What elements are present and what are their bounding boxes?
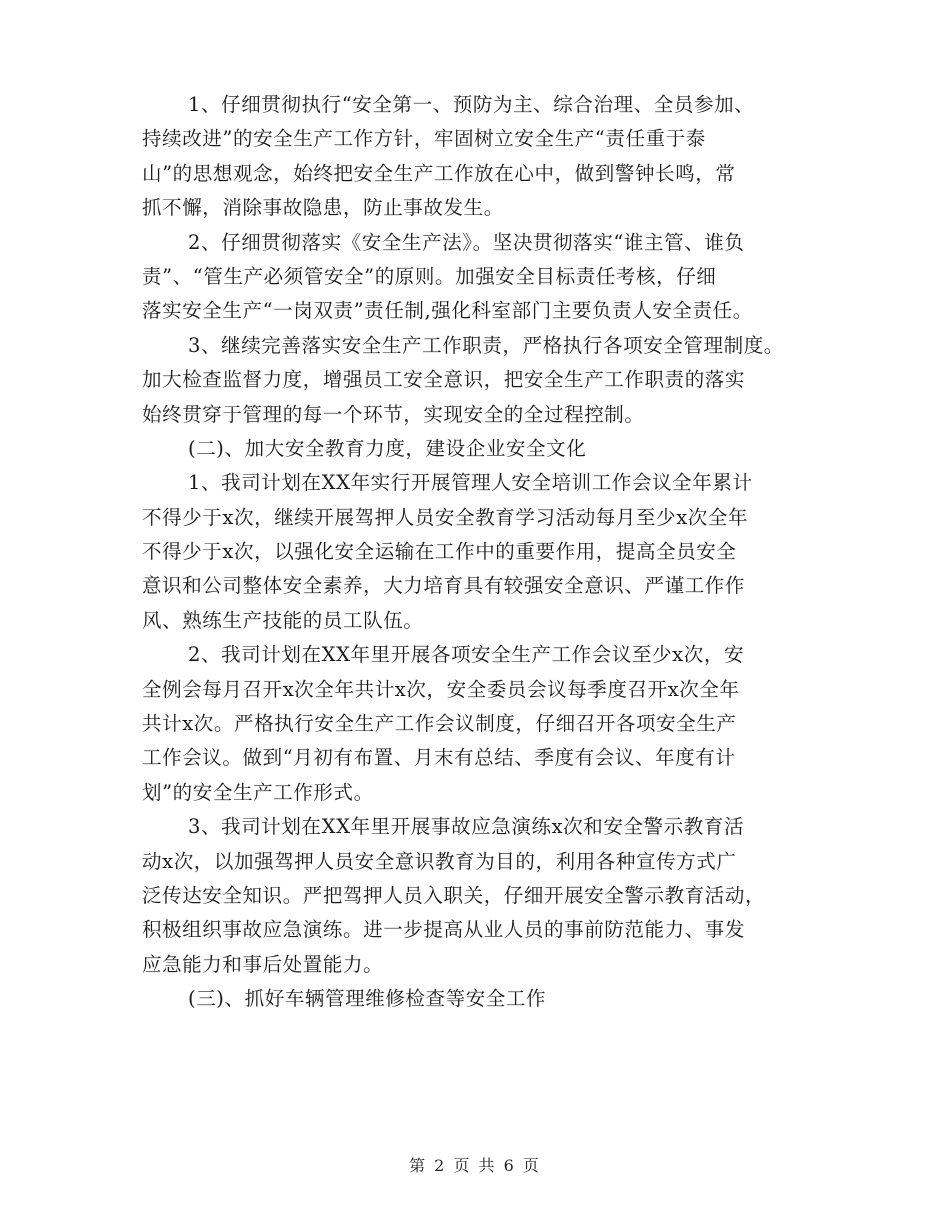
text-line: 山”的思想观念，始终把安全生产工作放在心中，做到警钟长鸣，常 bbox=[142, 161, 736, 185]
text-line: 工作会议。做到“月初有布置、月末有总结、季度有会议、年度有计 bbox=[142, 746, 736, 770]
text-line: 1、仔细贯彻执行“安全第一、预防为主、综合治理、全员参加、 bbox=[188, 93, 755, 116]
text-line: 1、我司计划在XX年实行开展管理人安全培训工作会议全年累计 bbox=[188, 471, 753, 495]
body-paragraph bbox=[142, 466, 814, 638]
text-line: 加大检查监督力度，增强员工安全意识，把安全生产工作职责的落实 bbox=[142, 368, 746, 392]
section-heading bbox=[142, 982, 814, 1016]
text-line: 意识和公司整体安全素养，大力培育具有较强安全意识、严谨工作作 bbox=[142, 574, 746, 598]
body-paragraph bbox=[142, 638, 814, 810]
page-number-footer: 第 2 页 共 6 页 bbox=[409, 1156, 541, 1175]
text-line: (二)、加大安全教育力度，建设企业安全文化 bbox=[188, 436, 587, 460]
text-line: 不得少于x次，继续开展驾押人员安全教育学习活动每月至少x次全年 bbox=[142, 505, 749, 529]
text-line: 2、仔细贯彻落实《安全生产法》。坚决贯彻落实“谁主管、谁负 bbox=[188, 230, 745, 254]
text-line: (三)、抓好车辆管理维修检查等安全工作 bbox=[188, 987, 547, 1011]
text-line: 划”的安全生产工作形式。 bbox=[142, 780, 374, 804]
text-line: 3、继续完善落实安全生产工作职责，严格执行各项安全管理制度。 bbox=[188, 333, 784, 357]
section-heading bbox=[142, 432, 814, 466]
text-line: 风、熟练生产技能的员工队伍。 bbox=[142, 608, 424, 632]
text-line: 泛传达安全知识。严把驾押人员入职关，仔细开展安全警示教育活动， bbox=[142, 883, 766, 907]
text-line: 共计x次。严格执行安全生产工作会议制度，仔细召开各项安全生产 bbox=[142, 712, 737, 736]
text-line: 应急能力和事后处置能力。 bbox=[142, 952, 384, 976]
body-paragraph bbox=[142, 329, 814, 432]
text-line: 持续改进”的安全生产工作方针，牢固树立安全生产“责任重于泰 bbox=[142, 127, 706, 151]
text-line: 抓不懈，消除事故隐患，防止事故发生。 bbox=[142, 196, 504, 220]
text-line: 不得少于x次，以强化安全运输在工作中的重要作用，提高全员安全 bbox=[142, 540, 737, 564]
text-line: 责”、“管生产必须管安全”的原则。加强安全目标责任考核，仔细 bbox=[142, 264, 717, 288]
text-line: 3、我司计划在XX年里开展事故应急演练x次和安全警示教育活 bbox=[188, 815, 745, 839]
text-line: 动x次，以加强驾押人员安全意识教育为目的，利用各种宣传方式广 bbox=[142, 849, 737, 873]
document-body bbox=[142, 88, 814, 1017]
body-paragraph bbox=[142, 226, 814, 329]
text-line: 积极组织事故应急演练。进一步提高从业人员的事前防范能力、事发 bbox=[142, 918, 746, 942]
text-line: 始终贯穿于管理的每一个环节，实现安全的全过程控制。 bbox=[142, 402, 645, 426]
text-line: 全例会每月召开x次全年共计x次，安全委员会议每季度召开x次全年 bbox=[142, 677, 740, 701]
body-paragraph bbox=[142, 88, 814, 226]
text-line: 落实安全生产“一岗双责”责任制,强化科室部门主要负责人安全责任。 bbox=[142, 299, 753, 323]
text-line: 2、我司计划在XX年里开展各项安全生产工作会议至少x次，安 bbox=[188, 643, 745, 667]
body-paragraph bbox=[142, 810, 814, 982]
